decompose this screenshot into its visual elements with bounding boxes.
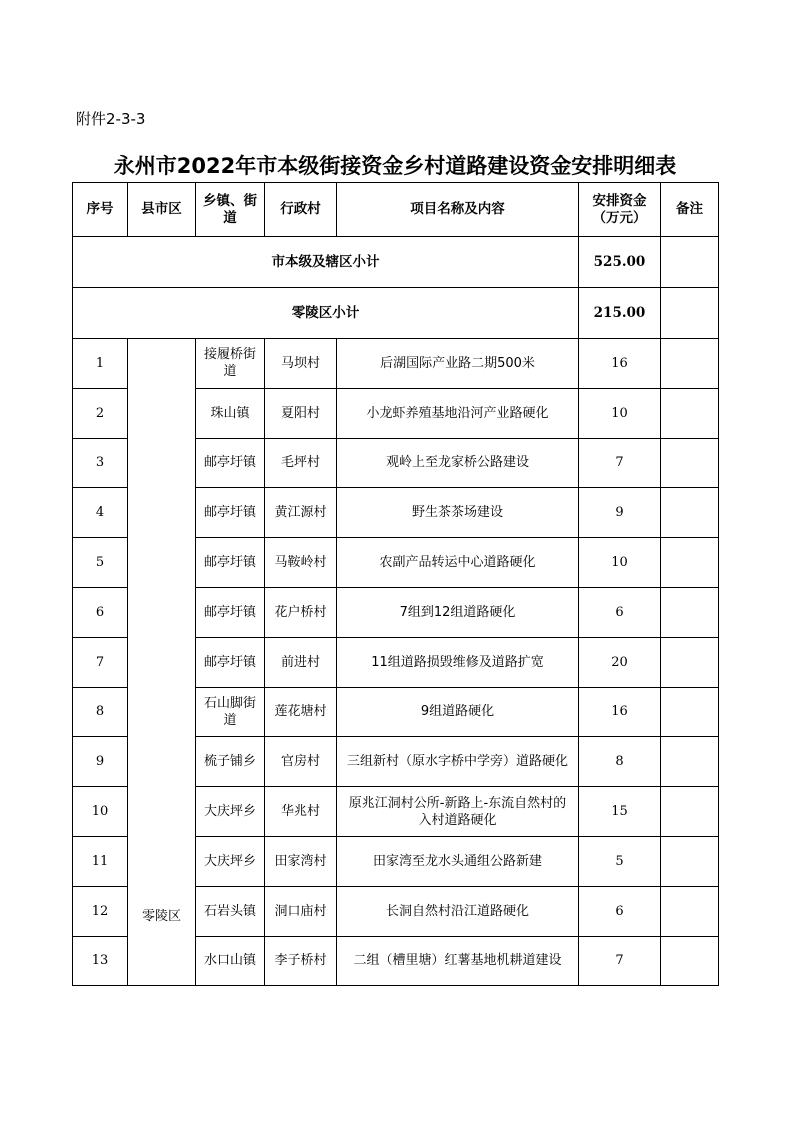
- row-remark: [661, 339, 719, 389]
- row-project: 小龙虾养殖基地沿河产业路硬化: [337, 388, 579, 438]
- row-village: 官房村: [265, 737, 337, 787]
- row-village: 夏阳村: [265, 388, 337, 438]
- row-seq: 9: [73, 737, 128, 787]
- row-funds: 5: [579, 836, 661, 886]
- row-remark: [661, 687, 719, 737]
- row-funds: 15: [579, 787, 661, 837]
- row-funds: 6: [579, 886, 661, 936]
- row-seq: 13: [73, 936, 128, 986]
- attachment-label: 附件2-3-3: [76, 110, 146, 128]
- row-funds: 10: [579, 538, 661, 588]
- row-village: 李子桥村: [265, 936, 337, 986]
- row-town: 大庆坪乡: [196, 787, 265, 837]
- row-village: 马鞍岭村: [265, 538, 337, 588]
- row-town: 梳子铺乡: [196, 737, 265, 787]
- row-project: 11组道路损毁维修及道路扩宽: [337, 637, 579, 687]
- row-seq: 10: [73, 787, 128, 837]
- subtotal-value: 215.00: [579, 288, 661, 339]
- row-village: 花户桥村: [265, 587, 337, 637]
- header-county: 县市区: [128, 183, 196, 237]
- row-project: 后湖国际产业路二期500米: [337, 339, 579, 389]
- row-funds: 7: [579, 936, 661, 986]
- row-seq: 11: [73, 836, 128, 886]
- subtotal-value: 525.00: [579, 237, 661, 288]
- row-funds: 7: [579, 438, 661, 488]
- row-village: 黄江源村: [265, 488, 337, 538]
- document-title: 永州市2022年市本级街接资金乡村道路建设资金安排明细表: [113, 154, 677, 178]
- row-town: 大庆坪乡: [196, 836, 265, 886]
- header-village: 行政村: [265, 183, 337, 237]
- subtotal-row-lingling: [73, 288, 719, 339]
- row-village: 马坝村: [265, 339, 337, 389]
- subtotal-label: 市本级及辖区小计: [73, 237, 579, 288]
- row-project: 9组道路硬化: [337, 687, 579, 737]
- row-funds: 6: [579, 587, 661, 637]
- row-village: 毛坪村: [265, 438, 337, 488]
- row-village: 洞口庙村: [265, 886, 337, 936]
- header-seq: 序号: [73, 183, 128, 237]
- row-town: 珠山镇: [196, 388, 265, 438]
- row-project: 长洞自然村沿江道路硬化: [337, 886, 579, 936]
- row-remark: [661, 538, 719, 588]
- header-remarks: 备注: [661, 183, 719, 237]
- row-remark: [661, 388, 719, 438]
- row-remark: [661, 438, 719, 488]
- header-row: [73, 183, 719, 237]
- row-seq: 8: [73, 687, 128, 737]
- row-project: 三组新村（原水字桥中学旁）道路硬化: [337, 737, 579, 787]
- row-town: 邮亭圩镇: [196, 637, 265, 687]
- row-seq: 2: [73, 388, 128, 438]
- header-funds: 安排资金（万元）: [579, 183, 661, 237]
- row-seq: 3: [73, 438, 128, 488]
- row-remark: [661, 936, 719, 986]
- row-town: 接履桥街道: [196, 339, 265, 389]
- subtotal-row-city: [73, 237, 719, 288]
- row-town: 邮亭圩镇: [196, 488, 265, 538]
- row-village: 前进村: [265, 637, 337, 687]
- row-seq: 4: [73, 488, 128, 538]
- row-funds: 8: [579, 737, 661, 787]
- row-funds: 10: [579, 388, 661, 438]
- row-funds: 20: [579, 637, 661, 687]
- row-seq: 1: [73, 339, 128, 389]
- row-funds: 9: [579, 488, 661, 538]
- header-town: 乡镇、街道: [196, 183, 265, 237]
- row-project: 7组到12组道路硬化: [337, 587, 579, 637]
- row-town: 水口山镇: [196, 936, 265, 986]
- subtotal-remark: [661, 237, 719, 288]
- row-project: 二组（槽里塘）红薯基地机耕道建设: [337, 936, 579, 986]
- row-seq: 5: [73, 538, 128, 588]
- row-remark: [661, 836, 719, 886]
- row-town: 邮亭圩镇: [196, 438, 265, 488]
- row-project: 野生茶茶场建设: [337, 488, 579, 538]
- row-town: 石山脚街道: [196, 687, 265, 737]
- row-project: 农副产品转运中心道路硬化: [337, 538, 579, 588]
- row-village: 莲花塘村: [265, 687, 337, 737]
- header-project: 项目名称及内容: [337, 183, 579, 237]
- row-project: 原兆江洞村公所-新路上-东流自然村的入村道路硬化: [337, 787, 579, 837]
- row-town: 石岩头镇: [196, 886, 265, 936]
- row-project: 田家湾至龙水头通组公路新建: [337, 836, 579, 886]
- row-remark: [661, 787, 719, 837]
- row-village: 田家湾村: [265, 836, 337, 886]
- row-village: 华兆村: [265, 787, 337, 837]
- row-town: 邮亭圩镇: [196, 538, 265, 588]
- row-town: 邮亭圩镇: [196, 587, 265, 637]
- row-remark: [661, 488, 719, 538]
- row-remark: [661, 886, 719, 936]
- subtotal-remark: [661, 288, 719, 339]
- subtotal-label: 零陵区小计: [73, 288, 579, 339]
- row-seq: 12: [73, 886, 128, 936]
- funding-table: [72, 182, 719, 986]
- row-seq: 6: [73, 587, 128, 637]
- table-row: [73, 339, 719, 389]
- row-remark: [661, 637, 719, 687]
- row-county: 零陵区: [128, 339, 196, 986]
- row-remark: [661, 587, 719, 637]
- row-funds: 16: [579, 339, 661, 389]
- row-remark: [661, 737, 719, 787]
- row-project: 观岭上至龙家桥公路建设: [337, 438, 579, 488]
- row-funds: 16: [579, 687, 661, 737]
- row-seq: 7: [73, 637, 128, 687]
